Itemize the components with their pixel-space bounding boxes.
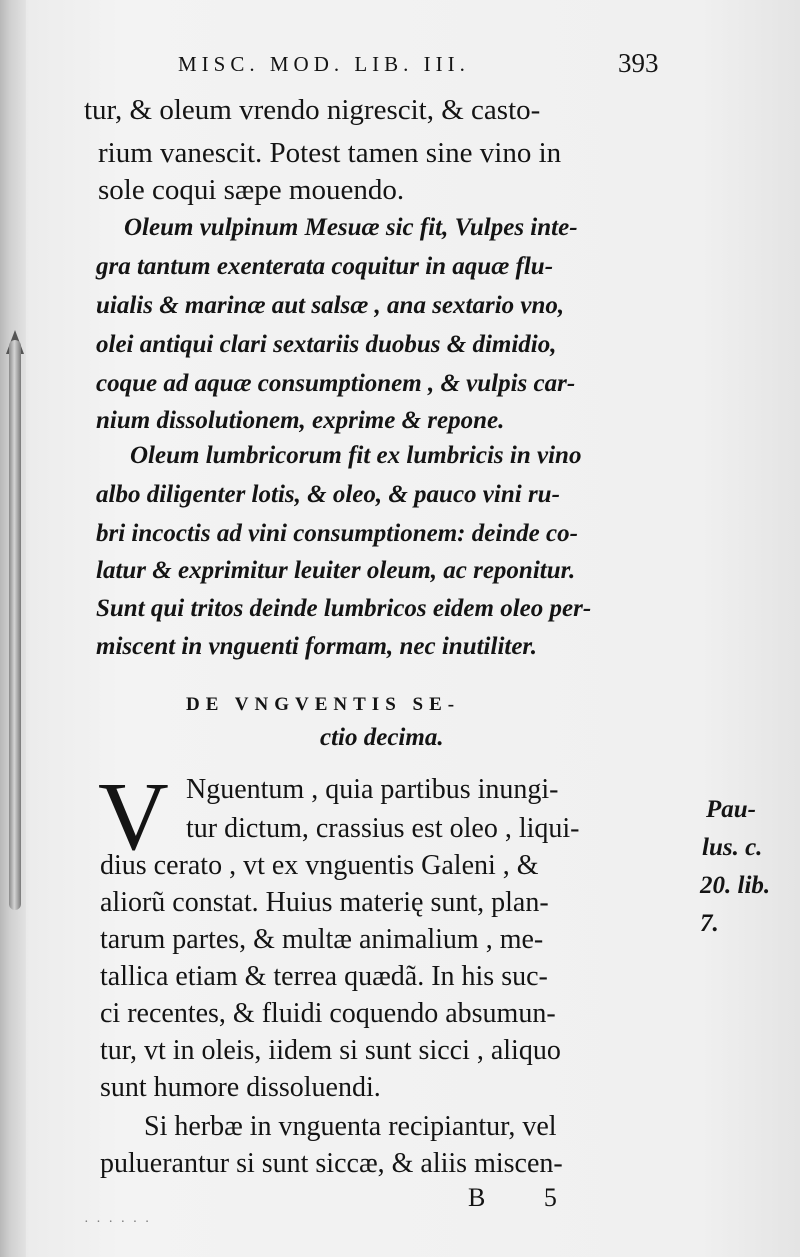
margin-note-line: Pau-	[706, 796, 756, 823]
italic-line: albo diligenter lotis, & oleo, & pauco vini ru-	[96, 481, 560, 508]
section-line: Nguentum , quia partibus inungi-	[186, 774, 559, 805]
section-line: tur, vt in oleis, iidem si sunt sicci , aliquo	[100, 1035, 561, 1066]
margin-note-line: 7.	[700, 910, 719, 937]
italic-line: latur & exprimitur leuiter oleum, ac reponitur.	[96, 557, 576, 584]
italic-line: olei antiqui clari sextariis duobus & dimidio,	[96, 331, 557, 358]
italic-line: Oleum lumbricorum fit ex lumbricis in vino	[130, 442, 582, 469]
signature-mark: B 5	[468, 1183, 583, 1212]
section-line: tur dictum, crassius est oleo , liqui-	[186, 813, 580, 844]
italic-line: gra tantum exenterata coquitur in aquæ flu-	[96, 253, 554, 280]
binding-cord	[9, 340, 21, 910]
section-line: ci recentes, & fluidi coquendo absumun-	[100, 998, 556, 1029]
running-title: MISC. MOD. LIB. III.	[178, 52, 470, 76]
section-line: sunt humore dissoluendi.	[100, 1072, 381, 1103]
margin-note-line: 20. lib.	[700, 872, 771, 899]
ink-smudge: · · · · · ·	[84, 1215, 152, 1230]
body-line: rium vanescit. Potest tamen sine vino in	[98, 137, 562, 169]
section-heading-subtitle: ctio decima.	[320, 724, 444, 751]
section-line: tallica etiam & terrea quædã. In his suc-	[100, 961, 548, 992]
italic-line: bri incoctis ad vini consumptionem: deinde co-	[96, 520, 578, 547]
italic-line: miscent in vnguenti formam, nec inutiliter.	[96, 633, 538, 660]
italic-line: coque ad aquæ consumptionem , & vulpis car-	[96, 370, 576, 397]
italic-line: uialis & marinæ aut salsæ , ana sextario vno,	[96, 292, 565, 319]
section-heading: DE VNGVENTIS SE-	[186, 694, 461, 715]
section-line: dius cerato , vt ex vnguentis Galeni , &	[100, 850, 539, 881]
drop-cap: V	[98, 763, 169, 871]
italic-line: nium dissolutionem, exprime & repone.	[96, 407, 505, 434]
body-line: sole coqui sæpe mouendo.	[98, 174, 405, 206]
body-line: tur, & oleum vrendo nigrescit, & casto-	[84, 94, 541, 126]
italic-line: Oleum vulpinum Mesuæ sic fit, Vulpes inte-	[124, 214, 578, 241]
margin-note-line: lus. c.	[702, 834, 763, 861]
section-line: aliorũ constat. Huius materię sunt, plan-	[100, 887, 549, 918]
section-line: puluerantur si sunt siccæ, & aliis miscen-	[100, 1148, 563, 1179]
italic-line: Sunt qui tritos deinde lumbricos eidem oleo per-	[96, 595, 592, 622]
section-line: tarum partes, & multæ animalium , me-	[100, 924, 544, 955]
page-number: 393	[618, 48, 659, 78]
section-line: Si herbæ in vnguenta recipiantur, vel	[144, 1111, 557, 1142]
